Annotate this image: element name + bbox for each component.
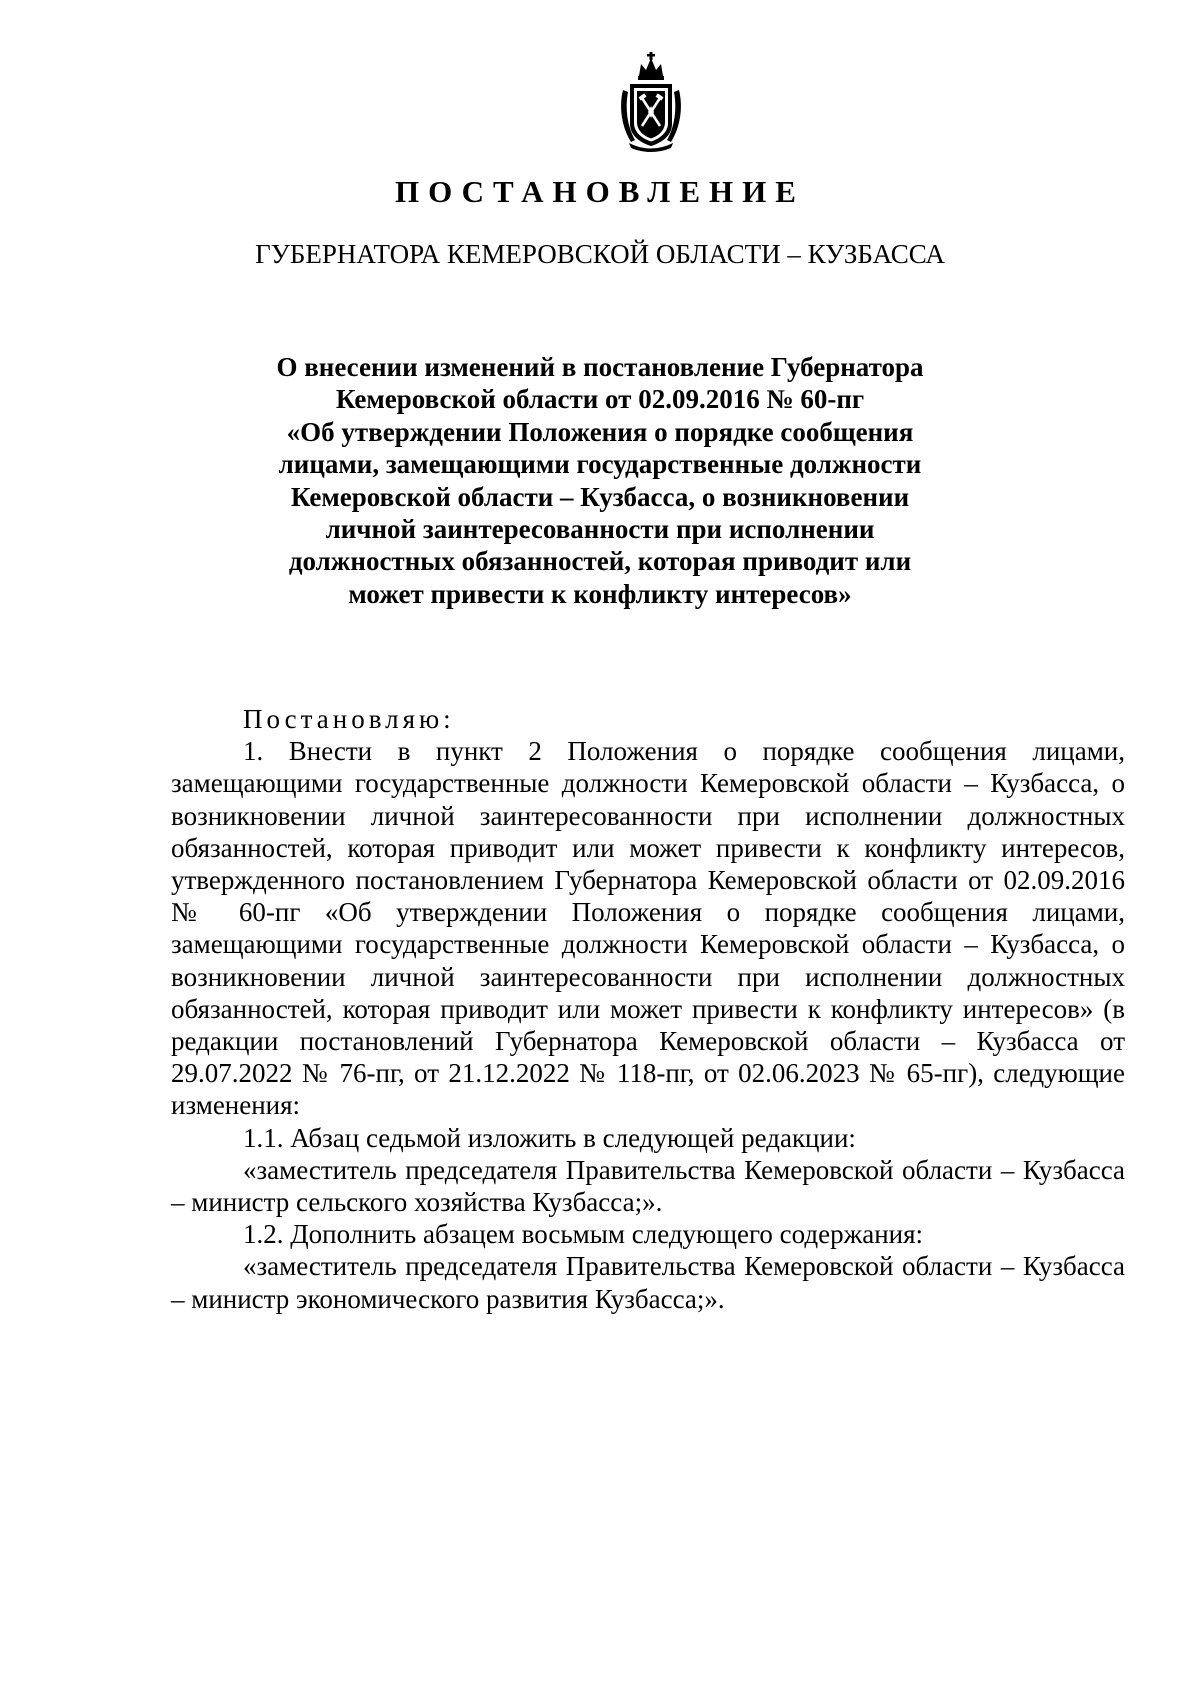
document-title: ПОСТАНОВЛЕНИЕ [395,174,805,209]
document-subject [250,351,950,610]
paragraph-clause-1-2: 1.2. Дополнить абзацем восьмым следующего содержания: [243,1219,924,1250]
paragraph-clause-1-1-text: «заместитель председателя Правительства Кемеровской области – Кузбасса – министр сельского хозяйства Кузбасса;». [171,1154,1125,1218]
subject-line: личной заинтересованности при исполнении [325,514,875,545]
document-body [171,703,1125,1315]
subject-line: может привести к конфликту интересов» [348,578,852,609]
subject-line: «Об утверждении Положения о порядке сообщения [286,416,914,447]
subject-line: О внесении изменений в постановление Губернатора [276,352,924,382]
subject-line: должностных обязанностей, которая приводит или [288,546,912,577]
subject-line: лицами, замещающими государственные должности [278,449,922,480]
coat-of-arms-icon [617,46,685,152]
issuing-authority: ГУБЕРНАТОРА КЕМЕРОВСКОЙ ОБЛАСТИ – КУЗБАССА [255,239,945,269]
subject-line: Кемеровской области от 02.09.2016 № 60-пг [335,384,865,415]
paragraph-clause-1-2-text: «заместитель председателя Правительства Кемеровской области – Кузбасса – министр экономического развития Кузбасса;». [171,1251,1125,1314]
paragraph-clause-1-1: 1.1. Абзац седьмой изложить в следующей редакции: [243,1122,856,1153]
decree-word: Постановляю: [243,704,455,734]
paragraph-clause-1: 1. Внести в пункт 2 Положения о порядке сообщения лицами, замещающими государственные должности Кемеровской области – Кузбасса, о возникновении личной заинтересованности при исполнении должностных обязанностей, которая приводит или может привести к конфликту интересов, утвержденного постановлением Губернатора Кемеровской области от 02.09.2016 № 60-пг «Об утверждении Положения о порядке сообщения лицами, замещающими государственные должности Кемеровской области – Кузбасса, о возникновении личной заинтересованности при исполнении должностных обязанностей, которая приводит или может привести к конфликту интересов» (в редакции постановлений Губернатора Кемеровской области – Кузбасса от 29.07.2022 № 76-пг, от 21.12.2022 № 118-пг, от 02.06.2023 № 65-пг), следующие изменения: [171,736,1125,1121]
subject-line: Кемеровской области – Кузбасса, о возникновении [290,481,910,512]
